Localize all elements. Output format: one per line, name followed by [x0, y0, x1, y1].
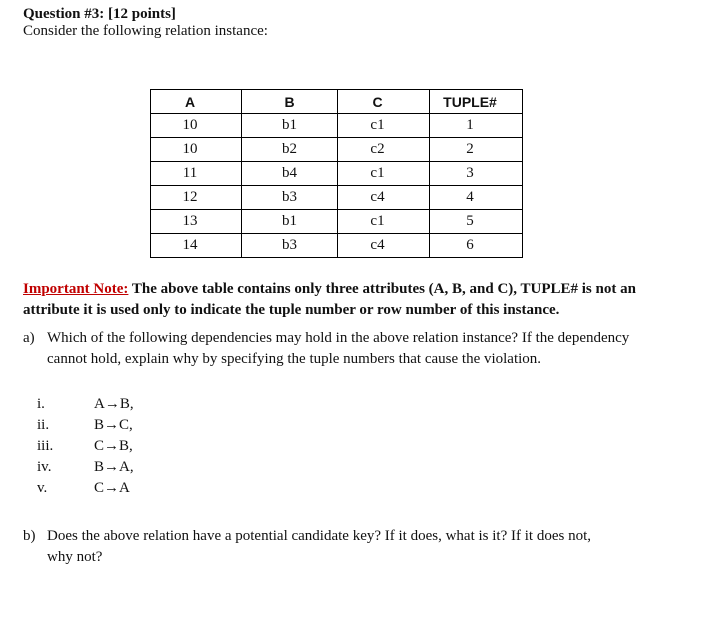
- cell-a: 11: [151, 162, 242, 186]
- cell-c: c1: [338, 210, 430, 234]
- cell-tuple: 6: [430, 234, 523, 258]
- part-a-line-1: a) Which of the following dependencies may hold in the above relation instance? If the dependency: [23, 328, 683, 349]
- cell-a: 10: [151, 114, 242, 138]
- cell-b: b3: [242, 186, 338, 210]
- list-item: [37, 457, 237, 478]
- cell-a: 10: [151, 138, 242, 162]
- relation-table: [150, 89, 523, 258]
- dependency-text: B→A,: [94, 459, 134, 475]
- important-note-text: The above table contains only three attributes (A, B, and C), TUPLE# is not an attribute it is used only to indicate the tuple number or row number of this instance.: [23, 281, 636, 318]
- cell-c: c2: [338, 138, 430, 162]
- dependency-number: ii.: [37, 417, 50, 433]
- cell-tuple: 2: [430, 138, 523, 162]
- dependency-text: C→A: [94, 480, 130, 496]
- dependency-number: iii.: [37, 438, 54, 454]
- cell-b: b4: [242, 162, 338, 186]
- important-note-label: Important Note:: [23, 281, 129, 297]
- part-a-question: [23, 328, 683, 370]
- question-title: Question #3: [12 points]: [23, 6, 176, 22]
- dependency-list: [37, 394, 237, 499]
- table-row: [151, 114, 523, 138]
- part-b-line-1: b) Does the above relation have a potential candidate key? If it does, what is it? If it does not,: [23, 526, 683, 547]
- cell-tuple: 1: [430, 114, 523, 138]
- dependency-number: i.: [37, 396, 45, 412]
- cell-a: 13: [151, 210, 242, 234]
- question-intro: Consider the following relation instance:: [23, 23, 268, 39]
- list-item: [37, 394, 237, 415]
- header-cell-a: A: [151, 90, 242, 114]
- cell-b: b1: [242, 114, 338, 138]
- dependency-text: B→C,: [94, 417, 133, 433]
- part-a-line-2: cannot hold, explain why by specifying the tuple numbers that cause the violation.: [47, 351, 542, 367]
- cell-a: 12: [151, 186, 242, 210]
- dependency-number: v.: [37, 480, 48, 496]
- cell-tuple: 3: [430, 162, 523, 186]
- cell-b: b2: [242, 138, 338, 162]
- table-row: [151, 162, 523, 186]
- dependency-text: A→B,: [94, 396, 134, 412]
- important-note: [23, 279, 683, 321]
- dependency-text: C→B,: [94, 438, 133, 454]
- cell-c: c4: [338, 186, 430, 210]
- table-row: [151, 210, 523, 234]
- dependency-number: iv.: [37, 459, 52, 475]
- cell-tuple: 4: [430, 186, 523, 210]
- cell-b: b1: [242, 210, 338, 234]
- list-item: [37, 436, 237, 457]
- cell-c: c1: [338, 162, 430, 186]
- list-item: [37, 415, 237, 436]
- cell-c: c4: [338, 234, 430, 258]
- part-b-marker: b): [23, 528, 36, 544]
- table-header-row: [151, 90, 523, 114]
- table-row: [151, 138, 523, 162]
- header-cell-c: C: [338, 90, 430, 114]
- cell-b: b3: [242, 234, 338, 258]
- header-cell-b: B: [242, 90, 338, 114]
- header-cell-tuple: TUPLE#: [430, 90, 523, 114]
- list-item: [37, 478, 237, 499]
- table-row: [151, 186, 523, 210]
- table-row: [151, 234, 523, 258]
- part-b-question: [23, 526, 683, 568]
- part-a-marker: a): [23, 330, 35, 346]
- cell-a: 14: [151, 234, 242, 258]
- cell-tuple: 5: [430, 210, 523, 234]
- part-b-line-2: why not?: [47, 549, 103, 565]
- cell-c: c1: [338, 114, 430, 138]
